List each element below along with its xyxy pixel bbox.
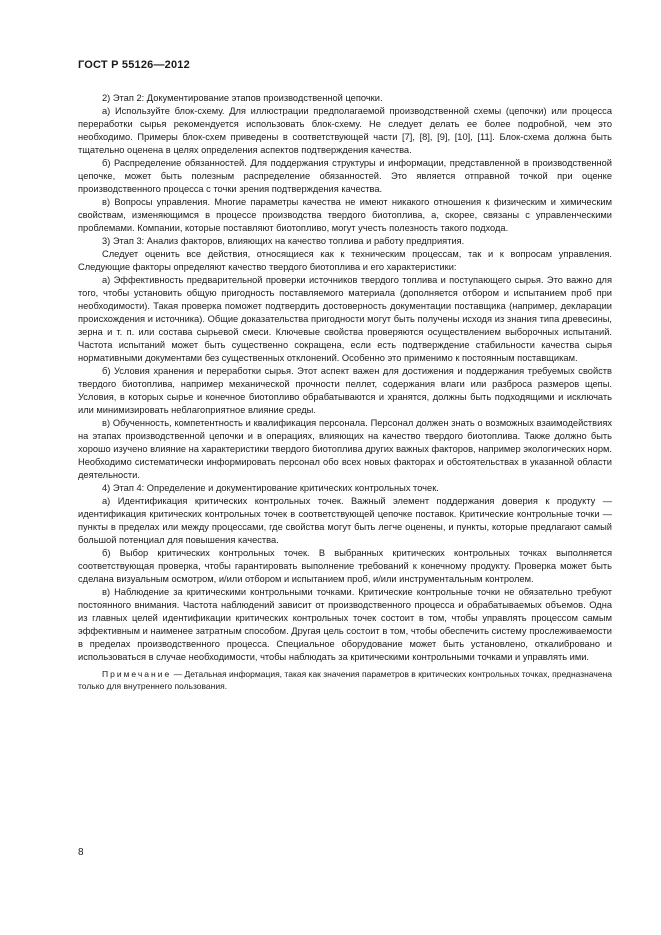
note: [78, 668, 612, 692]
paragraph-4a-identification: а) Идентификация критических контрольных точек. Важный элемент поддержания доверия к продукту — идентификация критических контрольных точек в соответствующей цепочке поставок. Критические контрольные точки — пункты в пределах или между процессами, где свойства могут быть легче оценены, и пункты, которые предлагают самый большой потенциал для повышения качества.: [78, 496, 612, 545]
paragraph-2c-management: в) Вопросы управления. Многие параметры качества не имеют никакого отношения к физическим и химическим свойствам, изменяющимся в процессе производства твердого биотоплива, а, скорее, связаны с управленческими проблемами. Компании, которые поставляют биотопливо, могут учесть полезность такого подхода.: [78, 197, 612, 233]
document-body: [78, 92, 612, 692]
page-number: 8: [78, 847, 84, 858]
paragraph-3a-precheck: а) Эффективность предварительной проверки источников твердого топлива и поступающего сырья. Это важно для того, чтобы установить общую пригодность поставляемого материала (дополняется отбором и испытанием проб при необходимости). Такая проверка поможет подтвердить достоверность документации поставщика (например, декларации происхождения и источника). Общие доказательства пригодности могут быть получены исходя из знания типа древесины, зерна и т. п. или состава сырьевой смеси. Ключевые свойства проверяются осуществлением выборочных испытаний. Частота испытаний может быть существенно сокращена, если есть подтверждение стабильности качества сырья нормативными документами без существенных отклонений. Особенно это применимо к постоянным поставщикам.: [78, 275, 612, 363]
document-header: ГОСТ Р 55126—2012: [78, 59, 190, 71]
paragraph-stage-4: 4) Этап 4: Определение и документирование критических контрольных точек.: [102, 483, 439, 493]
paragraph-4b-selection: б) Выбор критических контрольных точек. В выбранных критических контрольных точках выполняется соответствующая проверка, чтобы гарантировать выполнение требований к конечному продукту. Проверка может быть сделана визуальным осмотром, и/или отбором и испытанием проб, и/или инструментальным контролем.: [78, 548, 612, 584]
paragraph-2a-flowchart: а) Используйте блок-схему. Для иллюстрации предполагаемой производственной схемы (цепочки) или процесса переработки сырья рекомендуется использовать блок-схему. Не следует делать ее более подробной, чем это необходимо. Примеры блок-схем приведены в соответствующей части [7], [8], [9], [10], [11]. Блок-схема должна быть тщательно оценена в целях определения аспектов подтверждения качества.: [78, 106, 612, 155]
paragraph-stage-2: 2) Этап 2: Документирование этапов производственной цепочки.: [102, 93, 383, 103]
note-label: Примечание: [102, 669, 172, 679]
paragraph-3-intro: Следует оценить все действия, относящиеся как к техническим процессам, так и к вопросам управления. Следующие факторы определяют качество твердого биотоплива и его характеристики:: [78, 249, 612, 272]
note-text: Детальная информация, такая как значения параметров в критических контрольных точках, предназначена только для внутреннего пользования.: [78, 669, 612, 692]
paragraph-3c-personnel: в) Обученность, компетентность и квалификация персонала. Персонал должен знать о возможных взаимодействиях на этапах производственной цепочки и в операциях, влияющих на качество твердого биотоплива. Также должно быть хорошо изучено влияние на характеристики твердого биотоплива других важных факторов, например экологических норм. Необходимо систематически информировать персонал обо всех новых факторах и обстоятельствах в указанной области деятельности.: [78, 418, 612, 480]
paragraph-4c-monitoring: в) Наблюдение за критическими контрольными точками. Критические контрольные точки не обязательно требуют постоянного внимания. Частота наблюдений зависит от производственного процесса и обрабатываемых объемов. Одна из главных целей идентификации критических контрольных точек состоит в том, чтобы управлять процессом самым эффективным и наименее затратным способом. Другая цель состоит в том, чтобы обеспечить систему прослеживаемости в пределах производственного процесса. Специальное оборудование может быть установлено, откалибровано и использоваться в случае необходимости, чтобы наблюдать за критическими контрольными точками и управлять ими.: [78, 587, 612, 662]
note-dash: —: [173, 669, 183, 679]
paragraph-2b-responsibilities: б) Распределение обязанностей. Для поддержания структуры и информации, представленной в производственной цепочке, может быть полезным распределение обязанностей. Это является отправной точкой при оценке производственного процесса с точки зрения подтверждения качества.: [78, 158, 612, 194]
paragraph-3b-storage: б) Условия хранения и переработки сырья. Этот аспект важен для достижения и поддержания требуемых свойств твердого биотоплива, например механической прочности пеллет, содержания влаги или разброса размеров щепы. Условия, в которых сырье и конечное биотопливо обрабатываются и хранятся, должны быть подходящими и исключать или минимизировать неблагоприятное влияние среды.: [78, 366, 612, 415]
paragraph-stage-3: 3) Этап 3: Анализ факторов, влияющих на качество топлива и работу предприятия.: [102, 236, 465, 246]
